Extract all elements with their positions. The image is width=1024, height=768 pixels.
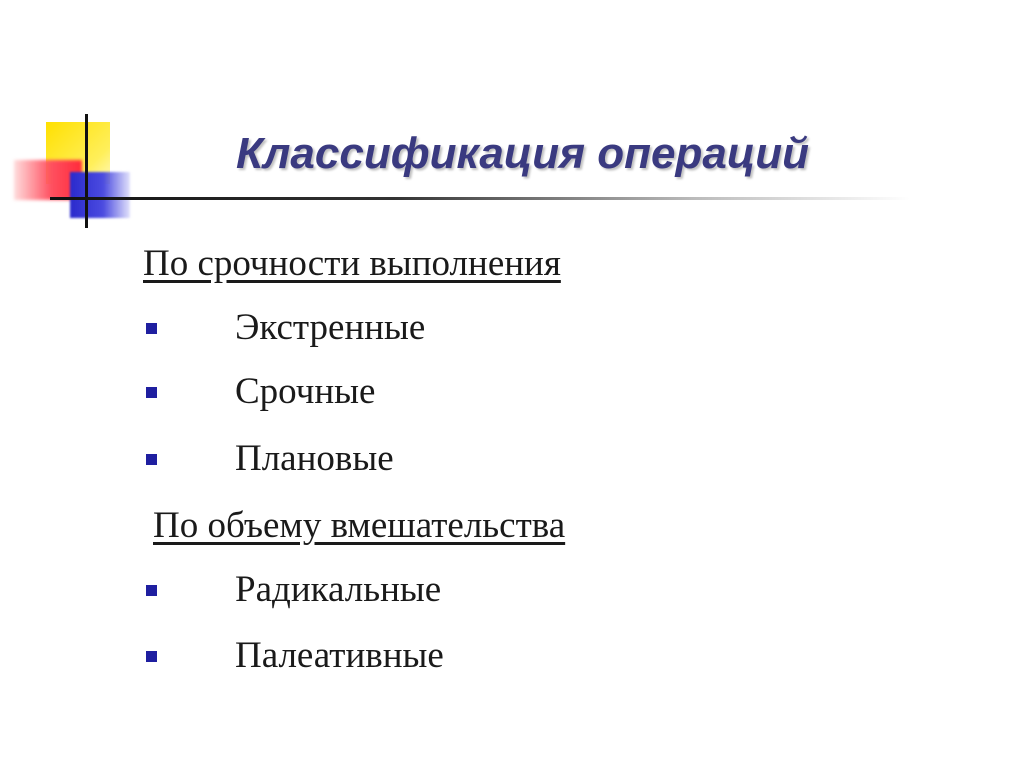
list-item-label: Срочные [235, 371, 376, 412]
list-item [146, 306, 426, 350]
square-bullet-icon [146, 387, 157, 398]
vertical-rule [85, 114, 88, 228]
section-heading-urgency: По срочности выполнения [143, 243, 561, 284]
slide-title: Классификация операций [236, 129, 810, 178]
square-bullet-icon [146, 323, 157, 334]
list-item [146, 634, 444, 678]
list-item-label: Радикальные [235, 569, 442, 610]
list-item [146, 568, 442, 612]
corner-ornament [0, 0, 1024, 240]
square-bullet-icon [146, 454, 157, 465]
title-underline-rule [50, 197, 910, 200]
list-item [146, 437, 394, 481]
list-item-label: Плановые [235, 438, 394, 479]
square-bullet-icon [146, 651, 157, 662]
list-item [146, 370, 376, 414]
square-bullet-icon [146, 585, 157, 596]
section-heading-volume: По объему вмешательства [153, 505, 566, 546]
list-item-label: Экстренные [235, 307, 426, 348]
red-bar-decoration [14, 160, 82, 200]
blue-bar-decoration [70, 172, 130, 218]
list-item-label: Палеативные [235, 635, 444, 676]
yellow-square-decoration [46, 122, 110, 184]
